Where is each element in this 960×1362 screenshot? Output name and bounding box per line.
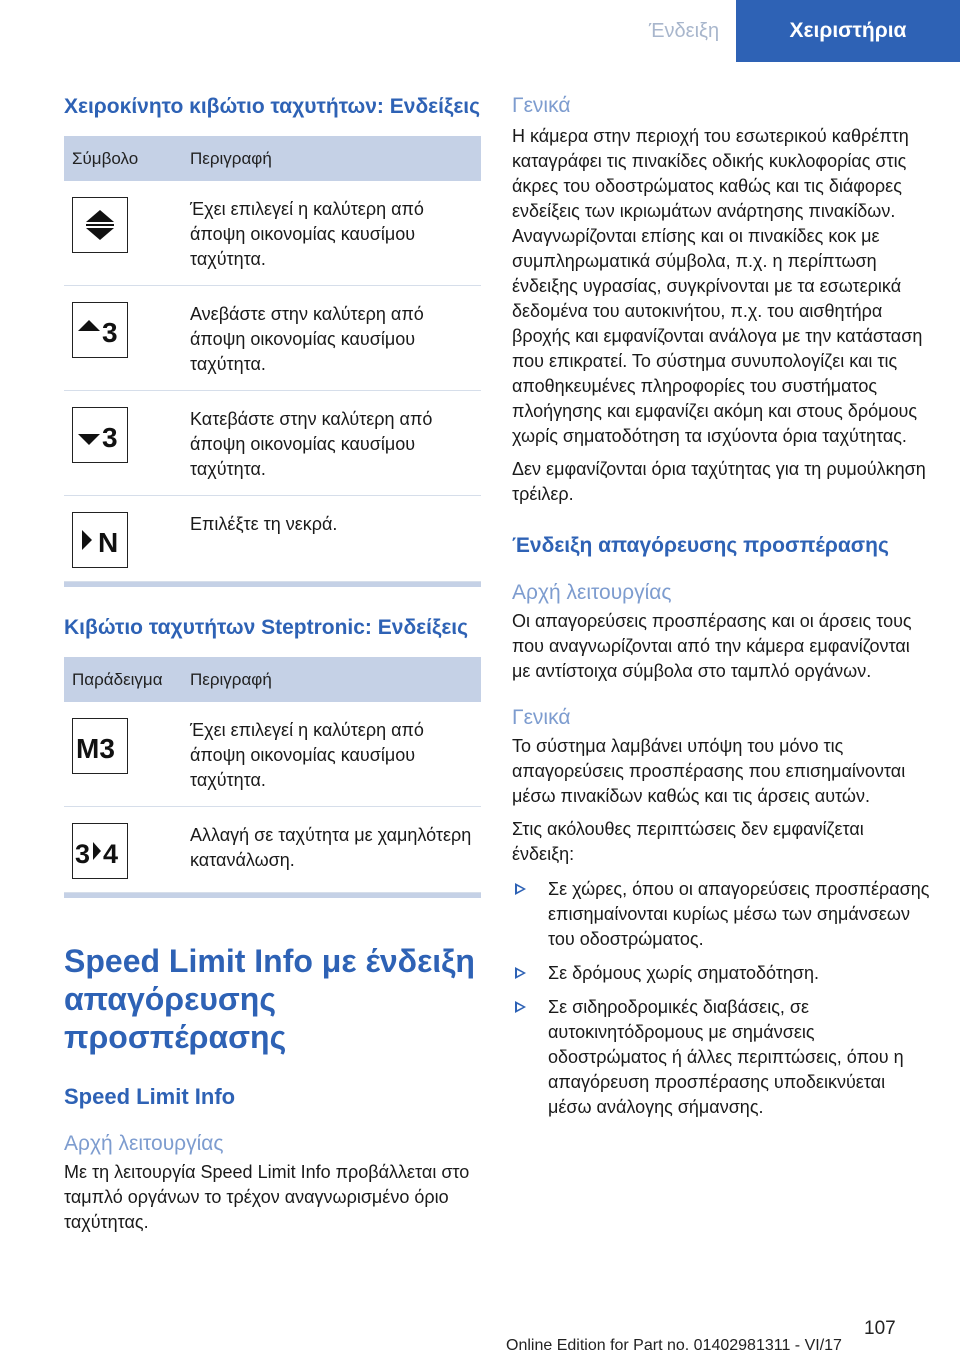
header-tab-section[interactable]: Χειριστήρια xyxy=(736,0,960,62)
row-description: Ανεβάστε στην καλύτερη από άποψη οικονομίας καυσίμου ταχύτητα. xyxy=(190,304,424,374)
table-row xyxy=(64,181,481,286)
cases-list xyxy=(512,877,930,1120)
svg-text:M3: M3 xyxy=(76,733,115,761)
table-bottom-rule xyxy=(64,582,481,587)
svg-text:3: 3 xyxy=(102,317,118,345)
table-row xyxy=(64,807,481,893)
overtake-principle-text: Οι απαγορεύσεις προσπέρασης και οι άρσεις τους που αναγνωρίζονται από την κάμερα εμφανίζονται με αντίστοιχα σύμβολα στο ταμπλό οργάνων. xyxy=(512,611,912,681)
col-desc-header: Περιγραφή xyxy=(190,149,272,168)
table-row xyxy=(64,286,481,391)
shift-up-3-icon xyxy=(72,302,128,358)
overtake-heading: Ένδειξη απαγόρευσης προσπέρασης xyxy=(512,534,889,557)
svg-text:3: 3 xyxy=(75,839,91,866)
gear-3-to-4-icon xyxy=(72,823,128,879)
m3-icon xyxy=(72,718,128,774)
list-item: Σε χώρες, όπου οι απαγορεύσεις προσπέρασης επισημαίνονται κυρίως μέσω των σημάνσεων του οδοστρώματος. xyxy=(512,877,930,952)
speed-limit-title: Speed Limit Info με ένδειξη απαγόρευσης προσπέρασης xyxy=(64,943,475,1055)
table-row xyxy=(64,702,481,807)
general-paragraph-1: Η κάμερα στην περιοχή του εσωτερικού καθρέπτη καταγράφει τις πινακίδες οδικής κυκλοφορίας στις άκρες του οδοστρώματος καθώς και τις διάφορες ενδείξεις των ικριωμάτων ανάρτησης πινακίδων. Αναγνωρίζονται επίσης και οι πινακίδες κοκ με συμπληρωματικά σύμβολα, π.χ. η περίπτωση ένδειξης υγρασίας, συγκρίνονται με τα εσωτερικά δεδομένα του αυτοκινήτου, π.χ. του αισθητήρα βροχής και εμφανίζονται ανάλογα με την κατάσταση που επικρατεί. Το σύστημα συνυπολογίζει και τις αποθηκευμένες πληροφορίες του συστήματος πλοήγησης και εμφανίζει ακόμη και στους δρόμους χωρίς σηματοδότηση τα ισχύοντα όρια ταχύτητας. xyxy=(512,126,923,446)
col-desc-header: Περιγραφή xyxy=(190,670,272,689)
cases-intro: Στις ακόλουθες περιπτώσεις δεν εμφανίζεται ένδειξη: xyxy=(512,819,864,864)
table-header xyxy=(64,136,481,181)
right-column xyxy=(512,92,930,1129)
table-bottom-rule xyxy=(64,893,481,898)
list-item: Σε σιδηροδρομικές διαβάσεις, σε αυτοκινητόδρομους με σημάνσεις οδοστρώματος ή άλλες περιπτώσεις, όπου η απαγόρευση προσπέρασης υποδεικνύεται μέσω ανάλογης σήμανσης. xyxy=(512,995,930,1120)
svg-text:4: 4 xyxy=(103,839,119,866)
page-number: 107 xyxy=(864,1318,896,1339)
manual-gearbox-title: Χειροκίνητο κιβώτιο ταχυτήτων: Ενδείξεις xyxy=(64,95,481,118)
gear-optimal-icon xyxy=(72,197,128,253)
principle-heading: Αρχή λειτουργίας xyxy=(64,1132,224,1155)
svg-text:3: 3 xyxy=(102,422,118,450)
edition-footer: Online Edition for Part no. 01402981311 - VI/17 xyxy=(506,1337,842,1354)
manual-gearbox-table xyxy=(64,136,481,587)
svg-text:N: N xyxy=(98,527,119,555)
overtake-general-heading: Γενικά xyxy=(512,706,571,729)
row-description: Επιλέξτε τη νεκρά. xyxy=(190,514,338,534)
steptronic-table xyxy=(64,657,481,898)
table-row xyxy=(64,391,481,496)
overtake-principle-heading: Αρχή λειτουργίας xyxy=(512,581,672,604)
triangle-bullet-icon xyxy=(515,1001,526,1013)
page-header xyxy=(632,0,960,62)
col-example-header: Παράδειγμα xyxy=(72,670,163,689)
header-tab-index[interactable]: Ένδειξη xyxy=(648,19,720,42)
table-header xyxy=(64,657,481,702)
overtake-general-text: Το σύστημα λαμβάνει υπόψη του μόνο τις απαγορεύσεις προσπέρασης που επισημαίνονται μέσω πινακίδων καθώς και τις άρσεις αυτών. xyxy=(512,736,906,806)
row-description: Έχει επιλεγεί η καλύτερη από άποψη οικονομίας καυσίμου ταχύτητα. xyxy=(190,199,424,269)
general-heading: Γενικά xyxy=(512,94,571,117)
general-paragraph-2: Δεν εμφανίζονται όρια ταχύτητας για τη ρυμούλκηση τρέιλερ. xyxy=(512,459,926,504)
speed-limit-subtitle: Speed Limit Info xyxy=(64,1084,236,1109)
left-column xyxy=(64,92,481,1235)
triangle-bullet-icon xyxy=(515,967,526,979)
table-row xyxy=(64,496,481,582)
list-item: Σε δρόμους χωρίς σηματοδότηση. xyxy=(512,961,930,986)
steptronic-title: Κιβώτιο ταχυτήτων Steptronic: Ενδείξεις xyxy=(64,616,469,639)
col-symbol-header: Σύμβολο xyxy=(72,149,139,168)
shift-down-3-icon xyxy=(72,407,128,463)
row-description: Αλλαγή σε ταχύτητα με χαμηλότερη κατανάλωση. xyxy=(190,825,472,870)
row-description: Κατεβάστε στην καλύτερη από άποψη οικονομίας καυσίμου ταχύτητα. xyxy=(190,409,433,479)
neutral-n-icon xyxy=(72,512,128,568)
triangle-bullet-icon xyxy=(515,883,526,895)
principle-text: Με τη λειτουργία Speed Limit Info προβάλλεται στο ταμπλό οργάνων το τρέχον αναγνωρισμένο όριο ταχύτητας. xyxy=(64,1162,470,1232)
row-description: Έχει επιλεγεί η καλύτερη από άποψη οικονομίας καυσίμου ταχύτητα. xyxy=(190,720,424,790)
